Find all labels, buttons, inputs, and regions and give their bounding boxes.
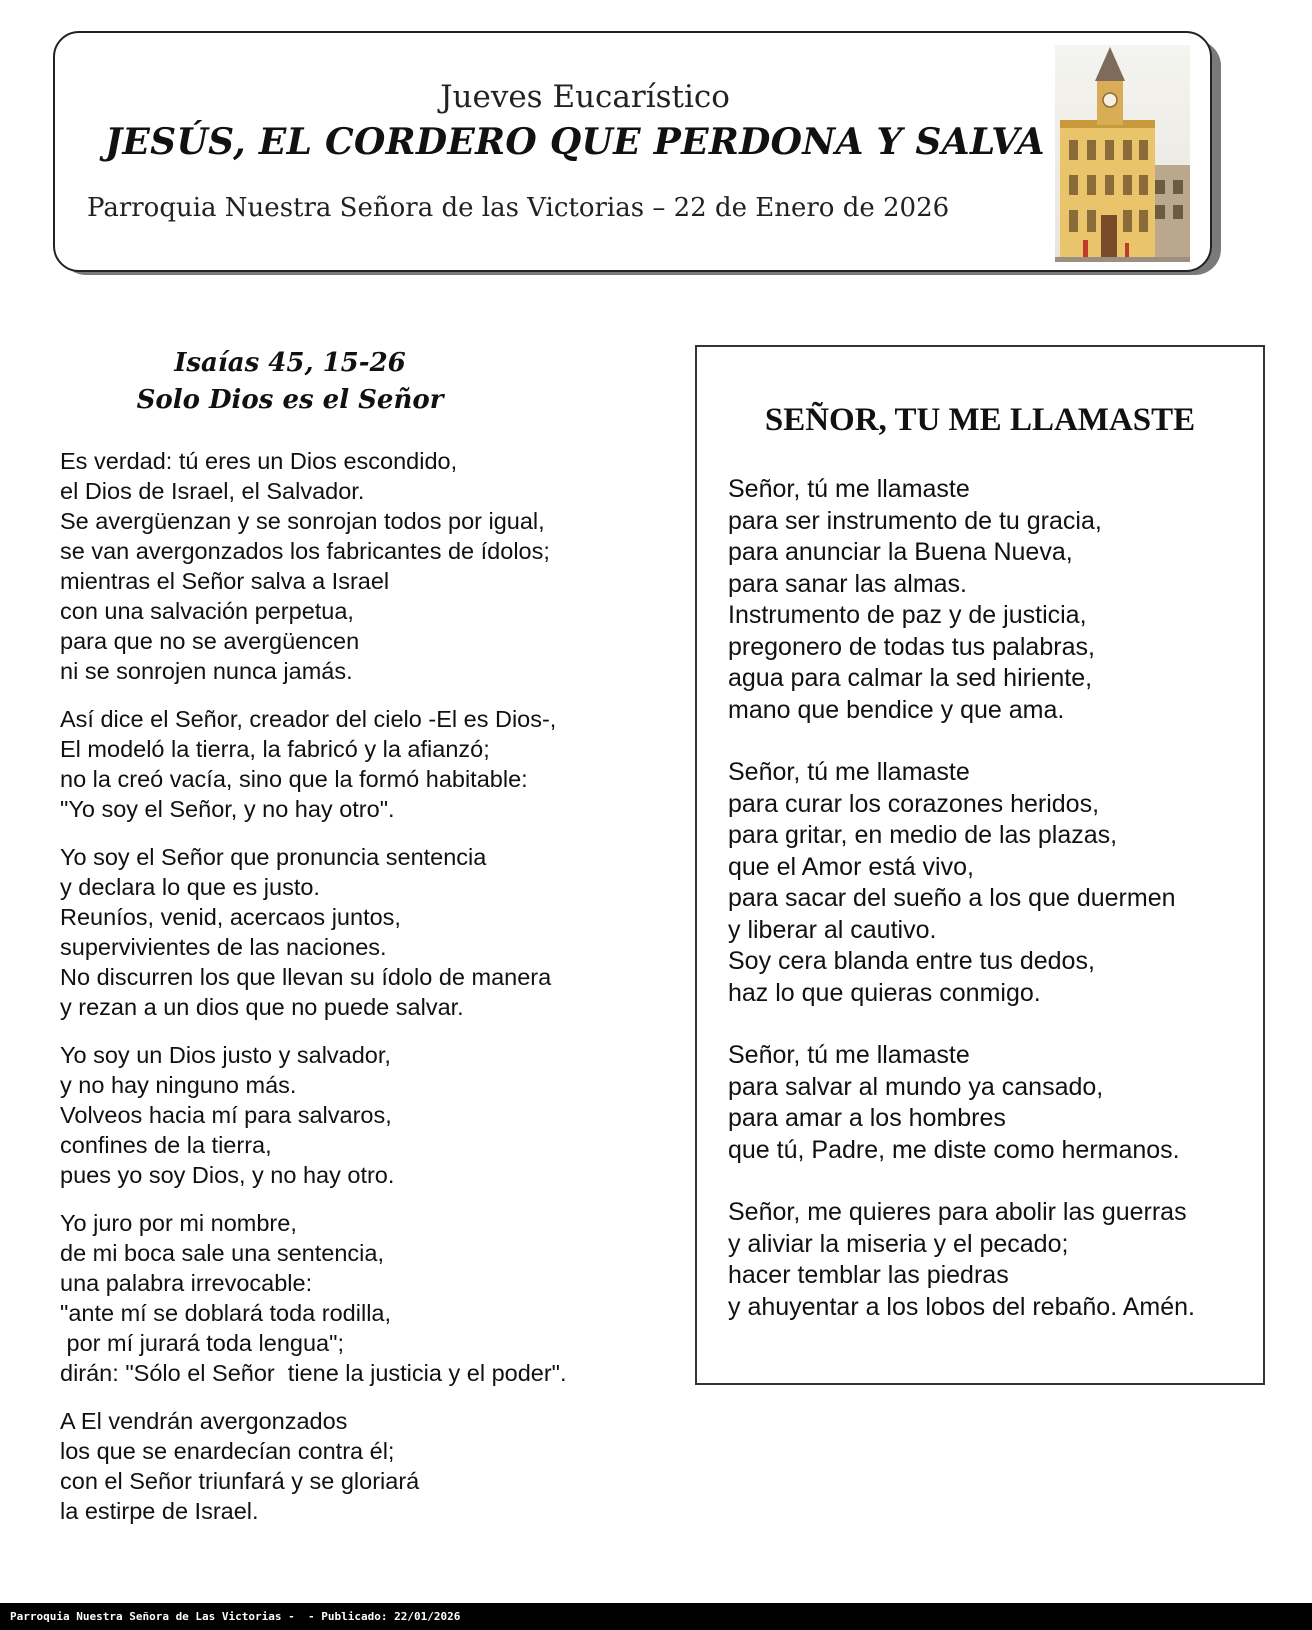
reading-line: Es verdad: tú eres un Dios escondido, — [60, 448, 458, 474]
reading-stanza — [60, 446, 660, 686]
prayer-line: que tú, Padre, me diste como hermanos. — [728, 1135, 1180, 1164]
reading-line: y rezan a un dios que no puede salvar. — [60, 994, 464, 1020]
reading-line: supervivientes de las naciones. — [60, 934, 387, 960]
parish-date-line: Parroquia Nuestra Señora de las Victorias – 22 de Enero de 2026 — [87, 193, 950, 223]
reading-line: de mi boca sale una sentencia, — [60, 1240, 384, 1266]
reading-line: y declara lo que es justo. — [60, 874, 320, 900]
prayer-line: y liberar al cautivo. — [728, 915, 937, 944]
prayer-box — [695, 345, 1265, 1385]
prayer-line: para sacar del sueño a los que duermen — [728, 884, 1176, 912]
reading-line: confines de la tierra, — [60, 1132, 272, 1158]
reading-line: "ante mí se doblará toda rodilla, — [60, 1300, 392, 1326]
prayer-line: y ahuyentar a los lobos del rebaño. Amén. — [728, 1292, 1195, 1321]
prayer-line: Señor, tú me llamaste — [728, 1041, 970, 1069]
reading-line: con el Señor triunfará y se gloriará — [60, 1468, 420, 1494]
reading-line: una palabra irrevocable: — [60, 1270, 313, 1296]
prayer-line: para salvar al mundo ya cansado, — [728, 1072, 1104, 1101]
reading-line: No discurren los que llevan su ídolo de manera — [60, 964, 552, 990]
reading-line: A El vendrán avergonzados — [60, 1408, 348, 1434]
prayer-line: Señor, me quieres para abolir las guerras — [728, 1198, 1187, 1226]
reading-line: por mí jurará toda lengua"; — [60, 1330, 344, 1356]
prayer-line: haz lo que quieras conmigo. — [728, 978, 1041, 1007]
prayer-line: para gritar, en medio de las plazas, — [728, 821, 1118, 849]
reading-line: no la creó vacía, sino que la formó habitable: — [60, 766, 528, 792]
reading-line: dirán: "Sólo el Señor tiene la justicia y el poder". — [60, 1360, 567, 1386]
prayer-line: Instrumento de paz y de justicia, — [728, 601, 1087, 629]
prayer-text — [728, 474, 1258, 1354]
prayer-title: SEÑOR, TU ME LLAMASTE — [764, 402, 1196, 438]
reading-line: mientras el Señor salva a Israel — [60, 568, 390, 594]
reading-line: El modeló la tierra, la fabricó y la afianzó; — [60, 736, 490, 762]
prayer-line: agua para calmar la sed hiriente, — [728, 664, 1093, 692]
prayer-line: para amar a los hombres — [728, 1104, 1006, 1132]
reading-stanza — [60, 1208, 660, 1388]
reading-line: "Yo soy el Señor, y no hay otro". — [60, 796, 395, 822]
prayer-line: Señor, tú me llamaste — [728, 475, 970, 503]
reading-line: con una salvación perpetua, — [60, 598, 354, 624]
prayer-stanza — [728, 1040, 1258, 1166]
prayer-line: que el Amor está vivo, — [728, 852, 974, 881]
reading-line: Yo soy un Dios justo y salvador, — [60, 1042, 391, 1068]
reading-stanza — [60, 842, 660, 1022]
prayer-line: pregonero de todas tus palabras, — [728, 632, 1095, 661]
reading-title: Solo Dios es el Señor — [136, 385, 444, 415]
prayer-line: hacer temblar las piedras — [728, 1261, 1009, 1289]
header-box — [53, 31, 1212, 272]
reading-line: Así dice el Señor, creador del cielo -El es Dios-, — [60, 706, 557, 732]
reading-line: Reuníos, venid, acercaos juntos, — [60, 904, 401, 930]
prayer-line: para anunciar la Buena Nueva, — [728, 538, 1073, 566]
reading-line: los que se enardecían contra él; — [60, 1438, 395, 1464]
reading-line: para que no se avergüencen — [60, 628, 360, 654]
reading-line: Se avergüenzan y se sonrojan todos por igual, — [60, 508, 545, 534]
reading-line: Volveos hacia mí para salvaros, — [60, 1102, 392, 1128]
reading-stanza — [60, 1406, 660, 1526]
prayer-line: para curar los corazones heridos, — [728, 789, 1100, 818]
footer-bar: Parroquia Nuestra Señora de Las Victorias - - Publicado: 22/01/2026 — [0, 1603, 1312, 1630]
prayer-line: Señor, tú me llamaste — [728, 758, 970, 786]
reading-line: ni se sonrojen nunca jamás. — [60, 658, 353, 684]
reading-line: Yo soy el Señor que pronuncia sentencia — [60, 844, 487, 870]
reading-line: Yo juro por mi nombre, — [60, 1210, 297, 1236]
prayer-line: mano que bendice y que ama. — [728, 695, 1065, 724]
prayer-line: para sanar las almas. — [728, 569, 968, 598]
church-watercolor-icon — [1055, 45, 1190, 262]
reading-line: se van avergonzados los fabricantes de ídolos; — [60, 538, 550, 564]
header-subtitle: Jueves Eucarístico — [440, 79, 730, 115]
reading-line: y no hay ninguno más. — [60, 1072, 297, 1098]
reading-stanza — [60, 704, 660, 824]
reading-reference: Isaías 45, 15-26 — [174, 348, 406, 378]
reading-line: la estirpe de Israel. — [60, 1498, 259, 1524]
prayer-line: Soy cera blanda entre tus dedos, — [728, 947, 1095, 975]
reading-line: pues yo soy Dios, y no hay otro. — [60, 1162, 395, 1188]
reading-text — [60, 446, 660, 1544]
reading-stanza — [60, 1040, 660, 1190]
prayer-stanza — [728, 474, 1258, 726]
prayer-stanza — [728, 757, 1258, 1009]
reading-line: el Dios de Israel, el Salvador. — [60, 478, 365, 504]
prayer-line: para ser instrumento de tu gracia, — [728, 506, 1102, 535]
prayer-stanza — [728, 1197, 1258, 1323]
reading-heading — [80, 345, 500, 419]
page-title: JESÚS, EL CORDERO QUE PERDONA Y SALVA — [105, 121, 1045, 163]
prayer-line: y aliviar la miseria y el pecado; — [728, 1229, 1069, 1258]
